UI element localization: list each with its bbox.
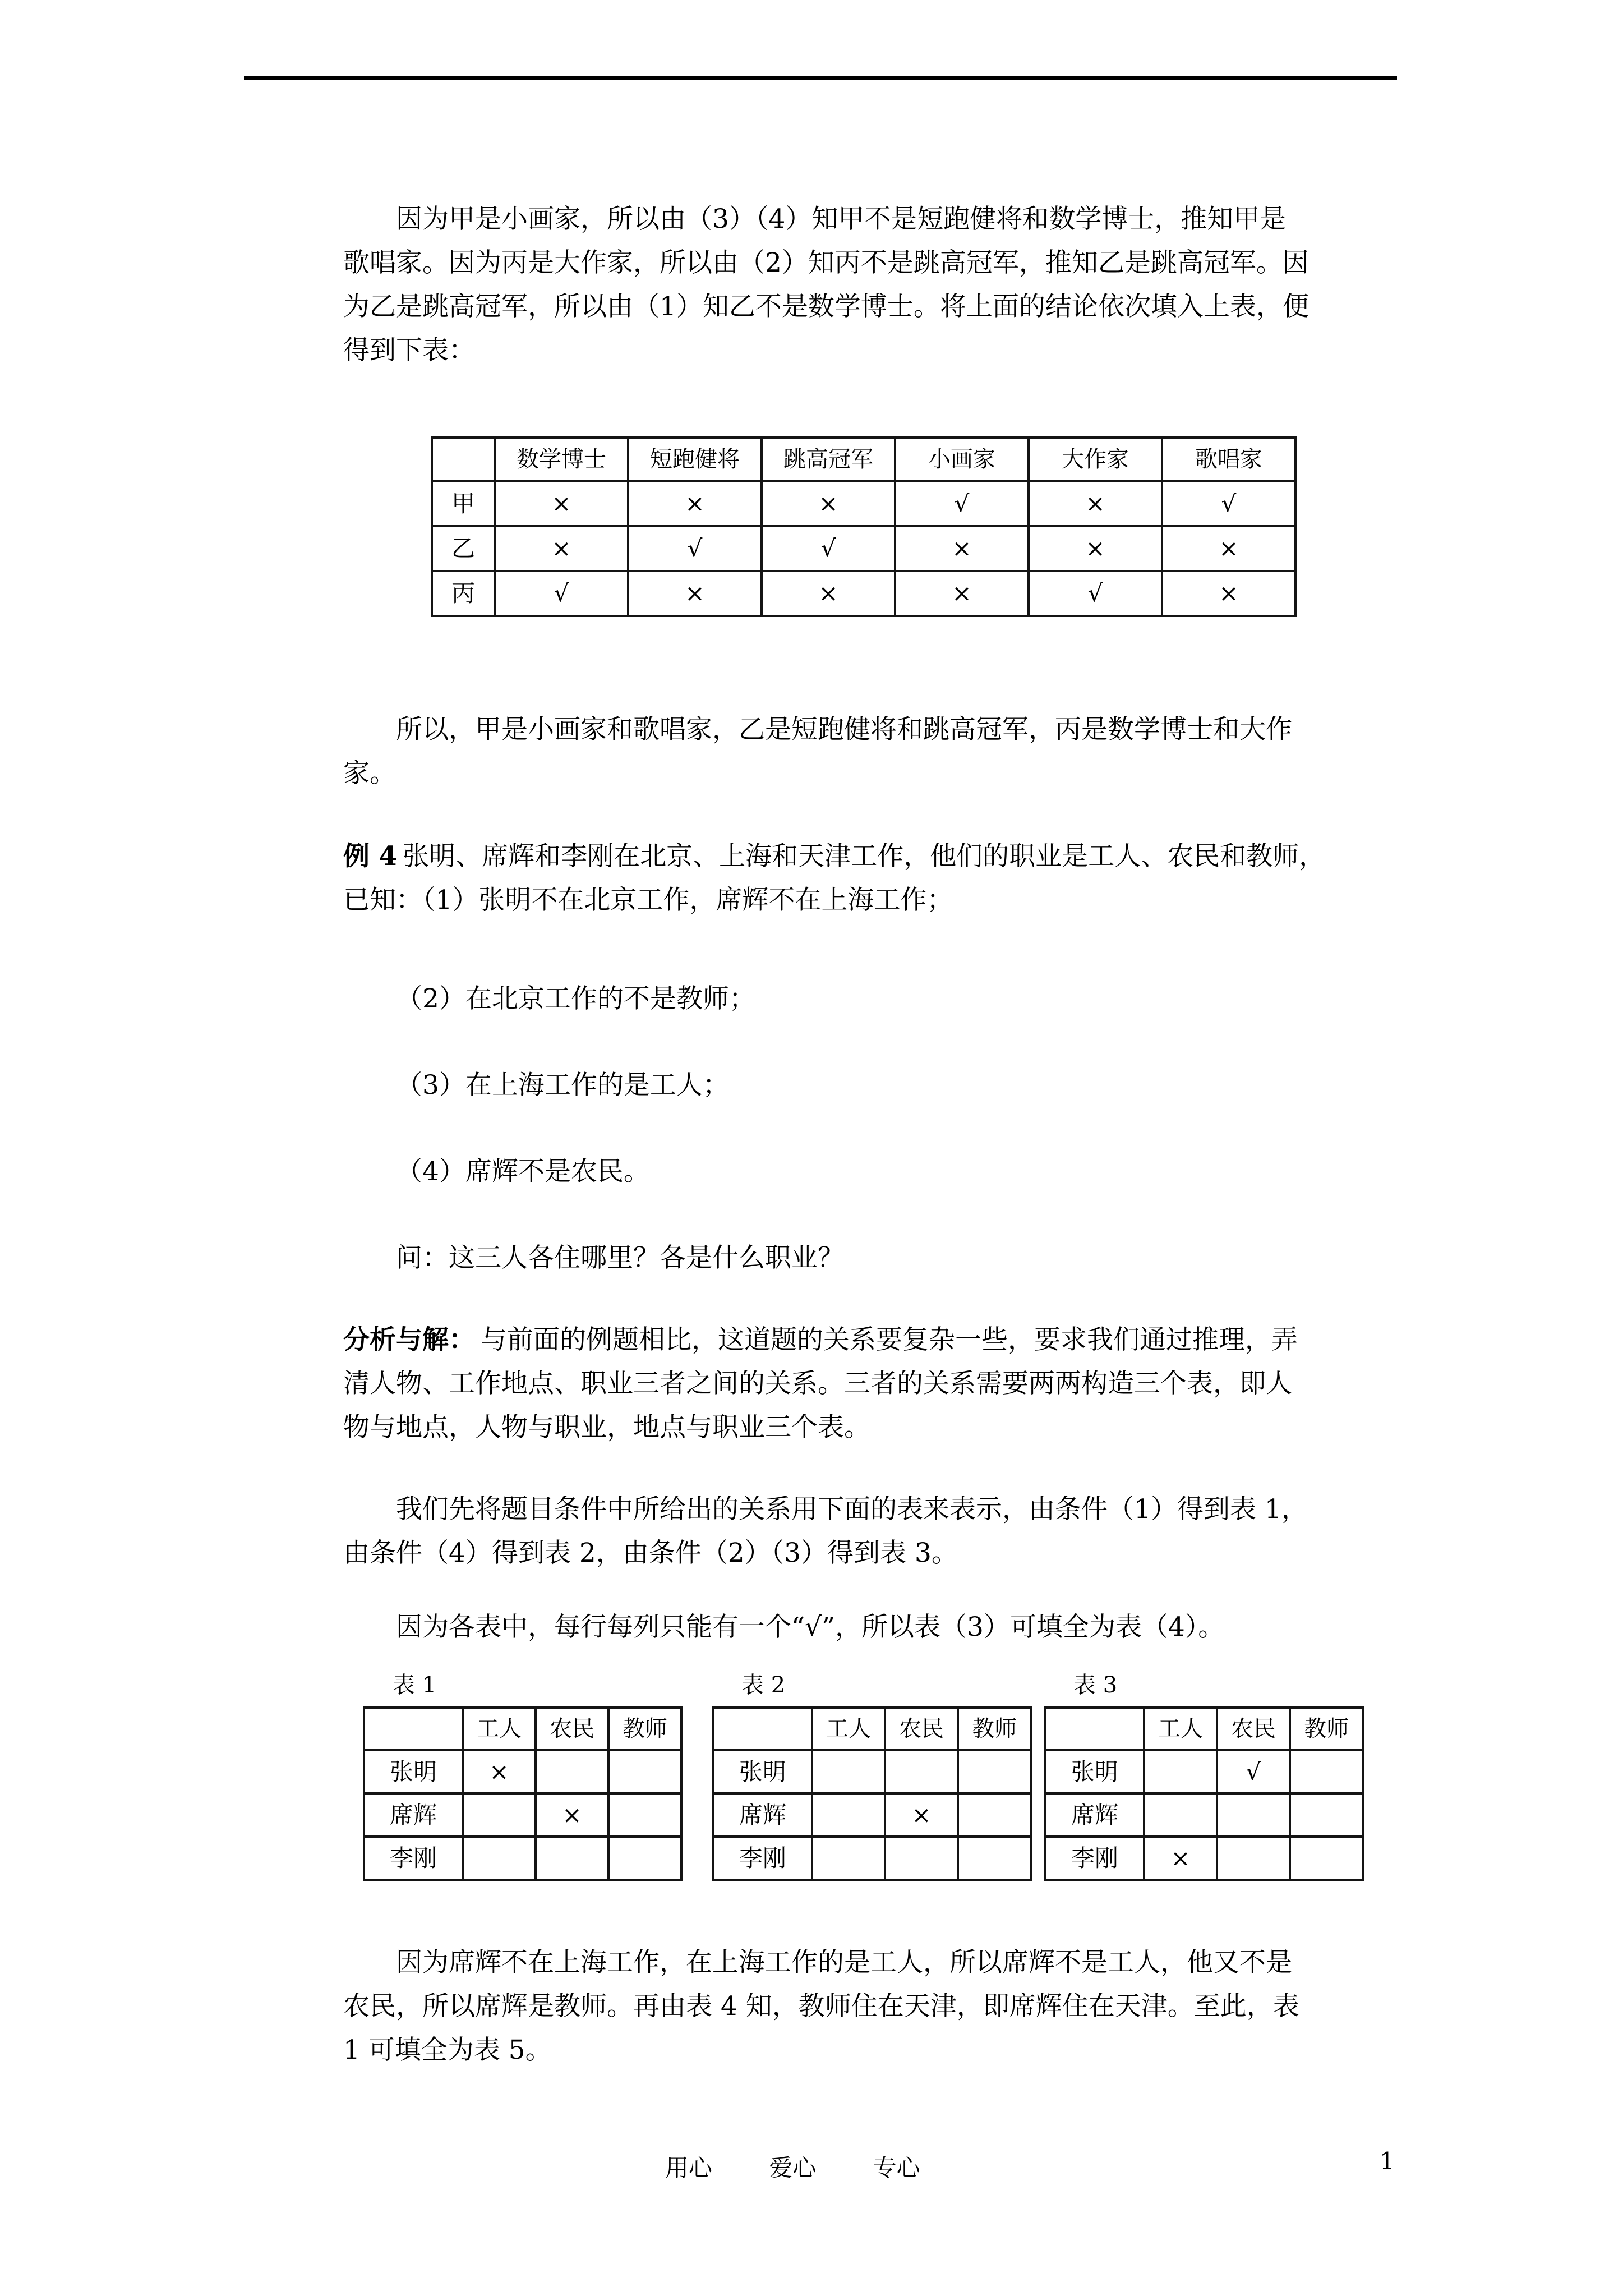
- table-cell: [608, 1837, 681, 1880]
- main-logic-table: [431, 436, 1297, 617]
- table-cell: [885, 1750, 958, 1793]
- table-header-cell: 农民: [536, 1708, 608, 1750]
- small-table-2: [712, 1706, 1032, 1881]
- table-cell: ×: [762, 571, 895, 616]
- paragraph-analysis: [343, 1318, 1298, 1450]
- table-cell: √: [628, 526, 762, 571]
- condition-item-3: （3）在上海工作的是工人；: [396, 1070, 729, 1101]
- table-cell: [608, 1750, 681, 1793]
- table-header-cell: [713, 1708, 812, 1750]
- row-label-cell: 李刚: [364, 1837, 463, 1880]
- table-header-cell: 教师: [958, 1708, 1031, 1750]
- table-cell: ×: [463, 1750, 536, 1793]
- row-label-cell: 乙: [432, 526, 495, 571]
- table-header-row: [364, 1708, 681, 1750]
- header-rule: [244, 76, 1397, 80]
- table-cell: ×: [628, 481, 762, 526]
- table-row: [432, 481, 1295, 526]
- text-line: [343, 835, 1325, 878]
- footer-word: 专心: [873, 2154, 920, 2182]
- table-cell: [1290, 1793, 1363, 1837]
- table-header-row: [1045, 1708, 1363, 1750]
- text-line: 已知：（1）张明不在北京工作，席辉不在上海工作；: [343, 885, 953, 915]
- table-cell: ×: [495, 526, 628, 571]
- table-cell: ×: [895, 526, 1029, 571]
- table-cell: ×: [1029, 526, 1162, 571]
- text-line: 因为席辉不在上海工作，在上海工作的是工人，所以席辉不是工人，他又不是: [396, 1947, 1292, 1978]
- table-row: [364, 1750, 681, 1793]
- table-header-cell: [364, 1708, 463, 1750]
- table-header-cell: 农民: [1217, 1708, 1290, 1750]
- table-cell: ×: [495, 481, 628, 526]
- table-cell: [958, 1837, 1031, 1880]
- table-row: [1045, 1837, 1363, 1880]
- table-cell: [812, 1793, 885, 1837]
- table-cell: ×: [1162, 526, 1295, 571]
- table1-title: 表 1: [393, 1672, 437, 1698]
- text-line: 家。: [343, 758, 396, 789]
- table-row: [713, 1750, 1031, 1793]
- paragraph-deduction: [343, 1941, 1299, 2072]
- table-cell: √: [1217, 1750, 1290, 1793]
- row-label-cell: 李刚: [1045, 1837, 1144, 1880]
- row-label-cell: 甲: [432, 481, 495, 526]
- table-cell: [1217, 1837, 1290, 1880]
- table-row: [713, 1837, 1031, 1880]
- table-row: [713, 1793, 1031, 1837]
- table-row: [432, 571, 1295, 616]
- table-cell: ×: [536, 1793, 608, 1837]
- table-header-cell: 教师: [608, 1708, 681, 1750]
- row-label-cell: 张明: [1045, 1750, 1144, 1793]
- table-header-cell: 工人: [1144, 1708, 1217, 1750]
- table-cell: [1144, 1750, 1217, 1793]
- table-row: [1045, 1750, 1363, 1793]
- table-cell: √: [495, 571, 628, 616]
- table-cell: [958, 1793, 1031, 1837]
- row-label-cell: 李刚: [713, 1837, 812, 1880]
- table-cell: √: [895, 481, 1029, 526]
- table-cell: ×: [628, 571, 762, 616]
- table-row: [364, 1837, 681, 1880]
- table-cell: ×: [1162, 571, 1295, 616]
- table-row: [432, 526, 1295, 571]
- text-line: 物与地点，人物与职业，地点与职业三个表。: [343, 1412, 870, 1443]
- paragraph-result: [343, 708, 1292, 795]
- table-header-cell: 工人: [812, 1708, 885, 1750]
- table-header-row: [713, 1708, 1031, 1750]
- table-header-cell: 大作家: [1029, 438, 1162, 481]
- table-cell: ×: [1144, 1837, 1217, 1880]
- table-row: [364, 1793, 681, 1837]
- table-header-cell: 小画家: [895, 438, 1029, 481]
- text-line: 歌唱家。因为丙是大作家，所以由（2）知丙不是跳高冠军，推知乙是跳高冠军。因: [343, 247, 1309, 278]
- table-cell: [958, 1750, 1031, 1793]
- table-cell: √: [1029, 571, 1162, 616]
- table2-title: 表 2: [741, 1672, 786, 1698]
- condition-item-4: （4）席辉不是农民。: [396, 1156, 650, 1187]
- text-line: 因为甲是小画家，所以由（3）（4）知甲不是短跑健将和数学博士，推知甲是: [396, 204, 1287, 234]
- page-number: 1: [1380, 2147, 1395, 2175]
- table-cell: [1290, 1750, 1363, 1793]
- row-label-cell: 张明: [713, 1750, 812, 1793]
- text-line: 1 可填全为表 5。: [343, 2035, 552, 2065]
- analysis-label: 分析与解：: [343, 1324, 475, 1355]
- table-cell: [885, 1837, 958, 1880]
- table-cell: [1290, 1837, 1363, 1880]
- table-header-cell: 跳高冠军: [762, 438, 895, 481]
- footer-word: 用心: [665, 2154, 713, 2182]
- table-cell: [608, 1793, 681, 1837]
- small-table-3: [1044, 1706, 1364, 1881]
- table-header-cell: 数学博士: [495, 438, 628, 481]
- footer-word: 爱心: [769, 2154, 817, 2182]
- paragraph-rule: 因为各表中，每行每列只能有一个“√”，所以表（3）可填全为表（4）。: [396, 1612, 1225, 1642]
- table-header-cell: [1045, 1708, 1144, 1750]
- table-cell: [463, 1837, 536, 1880]
- table-cell: [1217, 1793, 1290, 1837]
- table-cell: [1144, 1793, 1217, 1837]
- text-line: 我们先将题目条件中所给出的关系用下面的表来表示，由条件（1）得到表 1，: [396, 1494, 1308, 1525]
- table-cell: √: [1162, 481, 1295, 526]
- table-header-cell: [432, 438, 495, 481]
- table-header-row: [432, 438, 1295, 481]
- text-line: 所以，甲是小画家和歌唱家，乙是短跑健将和跳高冠军，丙是数学博士和大作: [396, 714, 1292, 745]
- table-cell: [812, 1837, 885, 1880]
- text-line: 农民，所以席辉是教师。再由表 4 知，教师住在天津，即席辉住在天津。至此，表: [343, 1991, 1299, 2022]
- table-cell: ×: [895, 571, 1029, 616]
- text-line: 得到下表：: [343, 335, 475, 366]
- example4-label: 例 4: [343, 841, 398, 872]
- analysis-text: 与前面的例题相比，这道题的关系要复杂一些，要求我们通过推理，弄: [481, 1324, 1298, 1355]
- text-line: 为乙是跳高冠军，所以由（1）知乙不是数学博士。将上面的结论依次填入上表，便: [343, 291, 1309, 322]
- table-cell: ×: [762, 481, 895, 526]
- example4-text: 张明、席辉和李刚在北京、上海和天津工作，他们的职业是工人、农民和教师，: [403, 841, 1326, 872]
- row-label-cell: 丙: [432, 571, 495, 616]
- table3-title: 表 3: [1073, 1672, 1118, 1698]
- table-cell: ×: [1029, 481, 1162, 526]
- row-label-cell: 张明: [364, 1750, 463, 1793]
- table-header-cell: 教师: [1290, 1708, 1363, 1750]
- table-row: [1045, 1793, 1363, 1837]
- paragraph-example4: [343, 835, 1325, 922]
- page-footer: [665, 2150, 920, 2183]
- table-cell: [463, 1793, 536, 1837]
- text-line: 清人物、工作地点、职业三者之间的关系。三者的关系需要两两构造三个表，即人: [343, 1368, 1292, 1399]
- condition-item-2: （2）在北京工作的不是教师；: [396, 983, 755, 1014]
- table-cell: [536, 1837, 608, 1880]
- paragraph-build-tables: [343, 1488, 1308, 1575]
- table-header-cell: 农民: [885, 1708, 958, 1750]
- table-cell: √: [762, 526, 895, 571]
- table-cell: ×: [885, 1793, 958, 1837]
- paragraph-conclusion-fill-table: [343, 197, 1309, 372]
- text-line: [343, 1318, 1298, 1362]
- question-line: 问：这三人各住哪里？各是什么职业？: [396, 1243, 844, 1273]
- small-table-1: [363, 1706, 683, 1881]
- table-header-cell: 工人: [463, 1708, 536, 1750]
- table-cell: [812, 1750, 885, 1793]
- table-cell: [536, 1750, 608, 1793]
- text-line: 由条件（4）得到表 2，由条件（2）（3）得到表 3。: [343, 1538, 958, 1568]
- table-header-cell: 歌唱家: [1162, 438, 1295, 481]
- row-label-cell: 席辉: [364, 1793, 463, 1837]
- row-label-cell: 席辉: [1045, 1793, 1144, 1837]
- row-label-cell: 席辉: [713, 1793, 812, 1837]
- table-header-cell: 短跑健将: [628, 438, 762, 481]
